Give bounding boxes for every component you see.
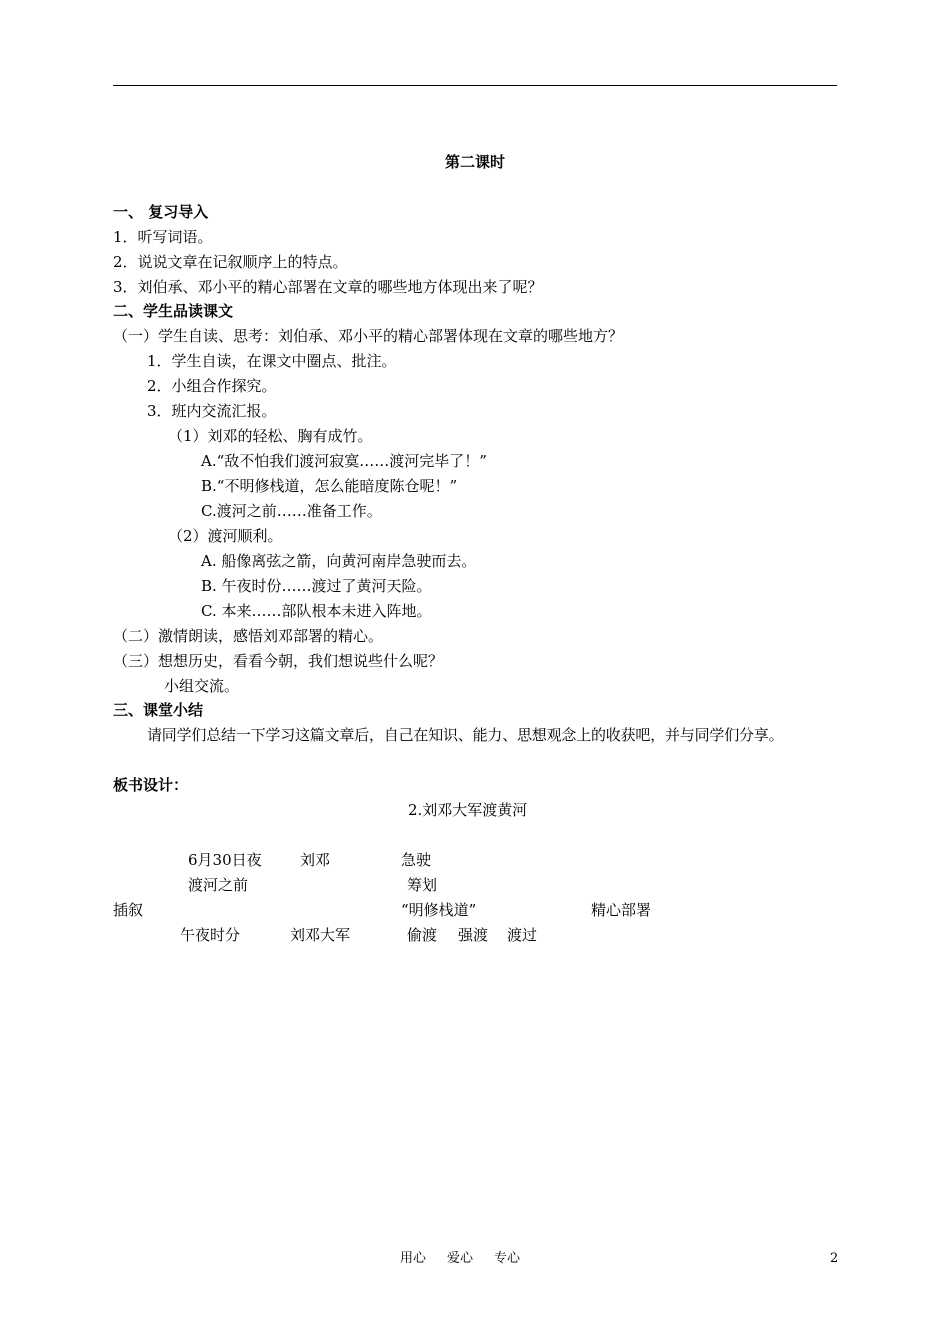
sub1-item-a: A.“敌不怕我们渡河寂寞……渡河完毕了！”	[201, 452, 487, 470]
section2-part1: （一）学生自读、思考：刘伯承、邓小平的精心部署体现在文章的哪些地方？	[113, 327, 624, 345]
sub1-item-c: C.渡河之前……准备工作。	[201, 502, 382, 520]
sub2-item-a: A. 船像离弦之箭，向黄河南岸急驶而去。	[201, 552, 477, 570]
header-rule	[113, 85, 837, 86]
board-row4-action-1: 偷渡	[407, 926, 438, 944]
board-row4-time: 午夜时分	[180, 926, 241, 944]
section2-step-1: 1．学生自读，在课文中圈点、批注。	[147, 352, 397, 370]
board-row4-who: 刘邓大军	[290, 926, 351, 944]
section2-step-2: 2．小组合作探究。	[147, 377, 277, 395]
section2-step-3: 3．班内交流汇报。	[147, 402, 277, 420]
page-number: 2	[830, 1251, 839, 1266]
sub2-item-b: B. 午夜时份……渡过了黄河天险。	[201, 577, 432, 595]
section2-part3-note: 小组交流。	[164, 677, 240, 695]
sub2-label: （2）渡河顺利。	[168, 527, 283, 545]
board-row3-action: “明修栈道”	[401, 901, 477, 919]
section2-part2: （二）激情朗读，感悟刘邓部署的精心。	[113, 627, 384, 645]
section1-item-3: 3．刘伯承、邓小平的精心部署在文章的哪些地方体现出来了呢？	[113, 278, 543, 296]
page-title: 第二课时	[444, 153, 505, 171]
sub1-item-b: B.“不明修栈道，怎么能暗度陈仓呢！”	[201, 477, 458, 495]
footer-motto-2: 爱心	[447, 1251, 474, 1266]
board-row4-action-2: 强渡	[458, 926, 489, 944]
board-row3-label: 插叙	[113, 901, 144, 919]
section1-item-2: 2．说说文章在记叙顺序上的特点。	[113, 253, 348, 271]
board-title: 2.刘邓大军渡黄河	[408, 801, 528, 819]
board-row3-summary: 精心部署	[591, 901, 652, 919]
board-row1-time: 6月30日夜	[188, 851, 262, 869]
board-row1-who: 刘邓	[300, 851, 331, 869]
footer-motto-3: 专心	[494, 1251, 521, 1266]
section1-item-1: 1．听写词语。	[113, 228, 213, 246]
sub2-item-c: C. 本来……部队根本未进入阵地。	[201, 602, 432, 620]
section2-heading: 二、学生品读课文	[113, 302, 234, 320]
board-heading: 板书设计：	[113, 776, 189, 794]
sub1-label: （1）刘邓的轻松、胸有成竹。	[168, 427, 373, 445]
section1-heading: 一、 复习导入	[113, 203, 209, 221]
board-row2-action: 筹划	[407, 876, 438, 894]
section2-part3: （三）想想历史，看看今朝，我们想说些什么呢？	[113, 652, 444, 670]
board-row1-action: 急驶	[401, 851, 432, 869]
section3-heading: 三、课堂小结	[113, 701, 204, 719]
board-row2-time: 渡河之前	[188, 876, 249, 894]
section3-text: 请同学们总结一下学习这篇文章后，自己在知识、能力、思想观念上的收获吧，并与同学们分享。	[147, 726, 784, 744]
footer-motto-1: 用心	[400, 1251, 427, 1266]
board-row4-action-3: 渡过	[507, 926, 538, 944]
